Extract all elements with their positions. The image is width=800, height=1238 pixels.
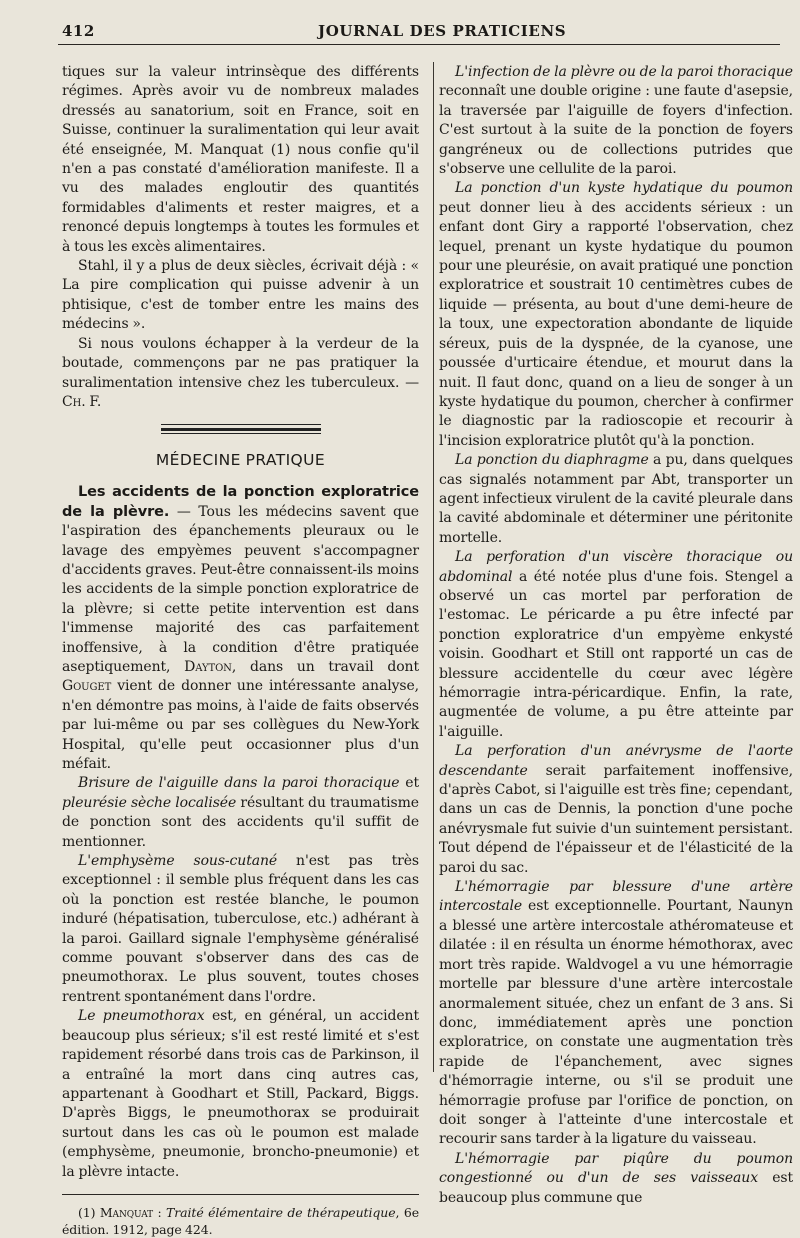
footnote [62,1204,419,1238]
section-title: MÉDECINE PRATIQUE [155,451,326,470]
paragraph-pneumothorax [62,1007,419,1182]
header-rule [58,44,780,45]
diaphragme-text: a pu, dans quelques cas signalés notamment par Abt, transporter un agent infectieux virulent de la cavité pleurale dans la cavité abdominale et déterminer une péritonite mortelle. [439,452,793,546]
topic-diaphragme: La ponction du diaphragme [455,452,649,469]
pneumothorax-text: est, en général, un accident beaucoup plus sérieux; s'il est resté limité et s'est rapidement résorbé dans trois cas de Parkinson, il a entraîné la mort dans cinq autres cas, appartenant à Goodhart et Still, Packard, Biggs. D'après Biggs, le pneumothorax se produirait surtout dans les cas où le poumon est malade (emphysème, pneumonie, broncho-pneumonie) et la plèvre intacte. [62,1008,419,1180]
paragraph-hemorragie-poumon [439,1150,793,1208]
author-gouget: Gouget [62,678,112,695]
topic-perforation-viscere: La perforation d'un viscère thoracique ou abdominal [439,549,793,585]
paragraph-brisure [62,774,419,852]
paragraph-kyste [439,179,793,451]
infection-text: reconnaît une double origine : une faute d'asepsie, la traversée par l'aiguille de foyers d'infection. C'est surtout à la suite de la ponction de foyers gangréneux ou de collections putrides que s'observe une cellulite de la paroi. [439,83,793,178]
brisure-text-1: et [399,775,419,792]
conclusion-text: Si nous voulons échapper à la verdeur de la boutade, commençons par ne pas pratiquer la suralimentation intensive chez les tuberculeux. — [62,335,419,391]
footnote-separator: : [153,1204,167,1220]
paragraph-continuation: tiques sur la valeur intrinsèque des différents régimes. Après avoir vu de nombreux malades dressés au sanatorium, soit en France, soit en Suisse, continuer la suralimentation qui leur avait été enseignée, M. Manquat (1) nous confie qu'il n'en a pas constaté d'amélioration manifeste. Il a vu des malades engloutir des quantités formidables d'aliments et rester maigres, et a renoncé depuis longtemps à toutes les formules et à tous les excès alimentaires. [62,64,419,255]
signature: Ch. F. [62,393,102,410]
brisure-text-2: résultant du traumatisme de ponction sont des accidents qu'il suffit de mentionner. [62,794,419,850]
perforation-viscere-text: a été notée plus d'une fois. Stengel a observé un cas mortel par perforation de l'estomac. Le péricarde a pu être infecté par ponction exploratrice d'un empyème enkysté voisin. Goodhart et Still ont rapporté un cas de blessure accidentelle du cœur avec légère hémorragie intra-péricardique. Enfin, la rate, augmentée de volume, a pu être atteinte par l'aiguille. [439,568,793,740]
section-ornament [161,424,321,431]
paragraph-conclusion [62,335,419,413]
paragraph-perforation-viscere [439,548,793,742]
topic-infection: L'infection de la plèvre ou de la paroi thoracique [455,64,793,80]
footnote-marker: (1) [78,1204,100,1220]
running-title: JOURNAL DES PRATICIENS [318,22,567,40]
page-header [0,22,800,52]
paragraph-infection [439,63,793,179]
footnote-author: Manquat [99,1204,154,1220]
topic-hemorragie-intercostale: L'hémorragie par blessure d'une artère intercostale [439,879,793,915]
article-intro [62,483,419,774]
anevrysme-text: serait parfaitement inoffensive, d'après Cabot, si l'aiguille est très fine; cependant, dans un cas de Dennis, la ponction d'une poche anévrysmale fut suivie d'un suintement persistant. Tout dépend de l'épaisseur et de l'élasticité de la paroi du sac. [439,762,793,876]
topic-anevrysme: La perforation d'un anévrysme de l'aorte descendante [439,743,793,779]
right-column [439,63,793,1208]
paragraph-stahl: Stahl, il y a plus de deux siècles, écrivait déjà : « La pire complication qui puisse advenir à un phtisique, c'est de tomber entre les mains des médecins ». [62,258,419,333]
left-column [62,63,419,1238]
page-number: 412 [62,22,95,40]
paragraph-diaphragme [439,451,793,548]
hemorragie-poumon-text: est beaucoup plus commune que [439,1170,793,1206]
article-text-1: — Tous les médecins savent que l'aspiration des épanchements pleuraux ou le lavage des empyèmes peuvent s'accompagner d'accidents graves. Peut-être connaissent-ils moins les accidents de la simple ponction exploratrice de la plèvre; si cette petite intervention est dans l'immense majorité des cas parfaitement inoffensive, à la condition d'être pratiquée aseptiquement, [62,503,419,675]
topic-brisure: Brisure de l'aiguille dans la paroi thoracique [78,775,400,792]
footnote-edition: , 6e édition. 1912, page 424. [62,1204,420,1237]
article-text-3: vient de donner une intéressante analyse, n'en démontre pas moins, à l'aide de faits observés par lui-même ou par ses collègues du New-York Hospital, qu'elle peut occasionner plus d'un méfait. [62,678,419,772]
footnote-book-title: Traité élémentaire de thérapeutique [166,1204,396,1220]
kyste-text: peut donner lieu à des accidents sérieux : un enfant dont Giry a rapporté l'observation, chez lequel, prenant un kyste hydatique du poumon pour une pleurésie, on avait pratiqué une ponction exploratrice et soustrait 10 centimètres cubes de liquide — présenta, au bout d'une demi-heure de la toux, une expectoration abondante de liquide séreux, puis de la dyspnée, de la cyanose, une poussée d'urticaire étendue, et mourut dans la nuit. Il faut donc, quand on a lieu de songer à un kyste hydatique du poumon, chercher à confirmer le diagnostic par la radioscopie et recourir à l'incision exploratrice plutôt qu'à la ponction. [439,199,793,449]
author-dayton: Dayton [184,658,232,675]
emphyseme-text: n'est pas très exceptionnel : il semble plus fréquent dans les cas où la ponction est restée blanche, le poumon induré (hépatisation, tuberculose, etc.) adhérant à la paroi. Gaillard signale l'emphysème généralisé comme pouvant s'observer dans des cas de pneumothorax. Le plus souvent, toutes choses rentrent spontanément dans l'ordre. [62,853,420,1005]
section-ornament-line [161,433,321,434]
paragraph-emphyseme [62,852,419,1007]
topic-kyste: La ponction d'un kyste hydatique du poumon [455,180,793,197]
paragraph-hemorragie-intercostale [439,878,793,1150]
topic-pneumothorax: Le pneumothorax [78,1008,205,1025]
paragraph-anevrysme [439,742,793,878]
column-divider [433,62,434,1072]
topic-emphyseme: L'emphysème sous-cutané [78,853,278,870]
article-text-2: , dans un travail dont [231,658,419,675]
hemorragie-intercostale-text: est exceptionnelle. Pourtant, Naunyn a blessé une artère intercostale athéromateuse et dilatée : il en résulta un énorme hémothorax, avec mort très rapide. Waldvogel a vu une hémorragie mortelle par blessure d'une artère intercostale anormalement située, chez un enfant de 3 ans. Si donc, immédiatement après une ponction exploratrice, on constate une augmentation très rapide de l'épanchement, avec signes d'hémorragie interne, ou s'il se produit une hémorragie profuse par l'orifice de ponction, on doit songer à l'atteinte d'une intercostale et recourir sans tarder à la ligature du vaisseau. [439,898,793,1148]
topic-pleuresie: pleurésie sèche localisée [62,794,237,811]
topic-hemorragie-poumon: L'hémorragie par piqûre du poumon congestionné ou d'un de ses vaisseaux [439,1150,793,1187]
footnote-rule [62,1194,419,1195]
article-title: Les accidents de la ponction exploratrice de la plèvre. [62,484,419,520]
